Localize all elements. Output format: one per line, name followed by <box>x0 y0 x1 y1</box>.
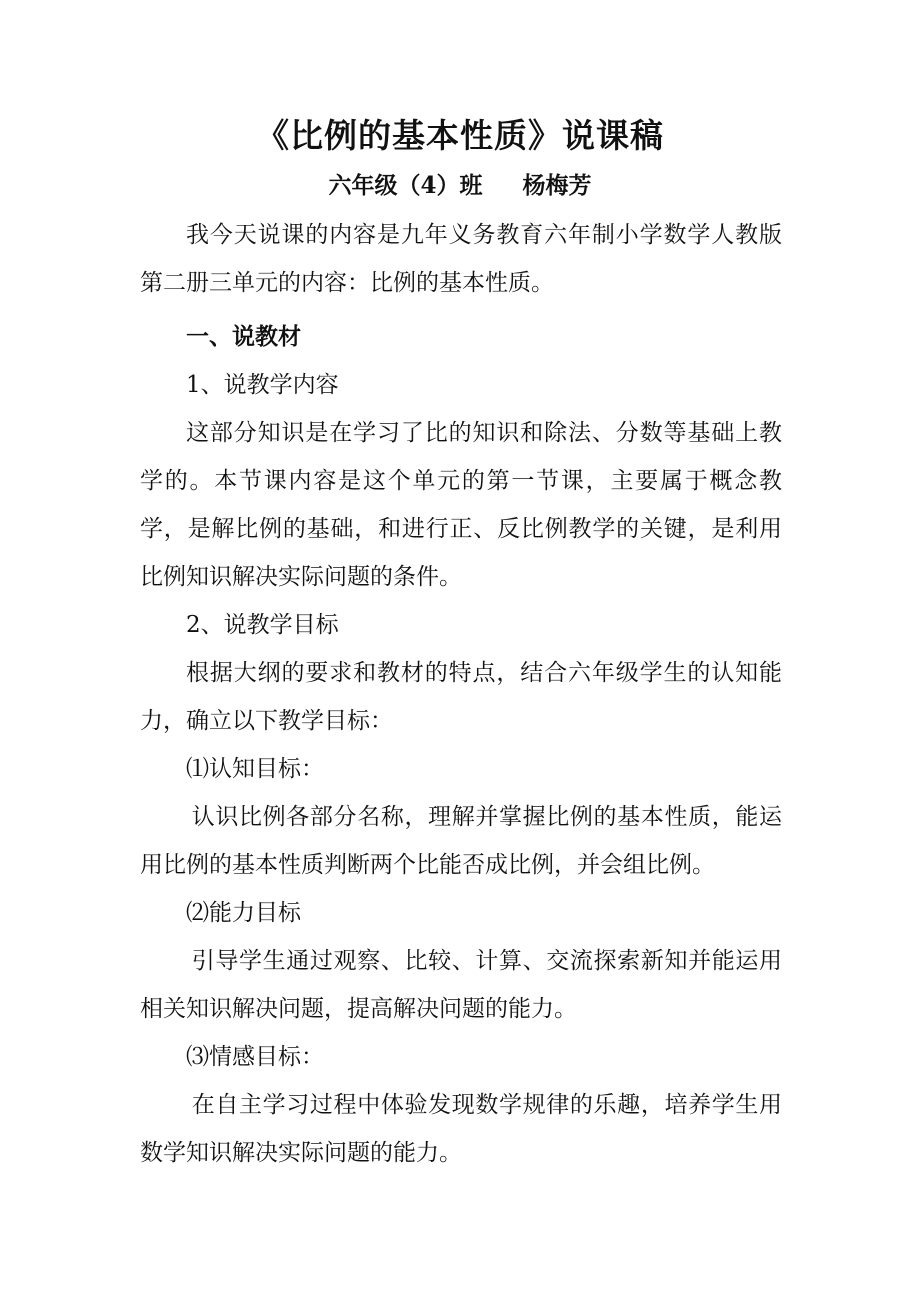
goal-emotion-text: 在自主学习过程中体验发现数学规律的乐趣，培养学生用数学知识解决实际问题的能力。 <box>140 1092 782 1166</box>
subheading-teaching-goals: 2、说教学目标 <box>186 612 339 638</box>
intro-paragraph: 我今天说课的内容是九年义务教育六年制小学数学人教版第二册三单元的内容：比例的基本性质。 <box>140 222 782 296</box>
goal-cognitive-text: 认识比例各部分名称，理解并掌握比例的基本性质，能运用比例的基本性质判断两个比能否成比例，并会组比例。 <box>140 804 782 878</box>
document-title: 《比例的基本性质》说课稿 <box>256 116 664 155</box>
goal-ability-heading: ⑵能力目标 <box>186 900 301 926</box>
section-heading-teaching-material: 一、说教材 <box>186 323 301 350</box>
author-class: 六年级（4）班 <box>328 172 483 199</box>
document-body <box>140 211 782 1177</box>
author-name: 杨梅芳 <box>522 172 592 199</box>
subheading-teaching-content: 1、说教学内容 <box>186 372 339 398</box>
goal-cognitive-heading: ⑴认知目标： <box>186 756 324 782</box>
paragraph-teaching-content: 这部分知识是在学习了比的知识和除法、分数等基础上教学的。本节课内容是这个单元的第一节课，主要属于概念教学，是解比例的基础，和进行正、反比例教学的关键，是利用比例知识解决实际问题的条件。 <box>140 420 782 590</box>
author-line <box>0 166 920 206</box>
goal-emotion-heading: ⑶情感目标： <box>186 1044 324 1070</box>
goal-ability-text: 引导学生通过观察、比较、计算、交流探索新知并能运用相关知识解决问题，提高解决问题的能力。 <box>140 948 782 1022</box>
paragraph-teaching-goals: 根据大纲的要求和教材的特点，结合六年级学生的认知能力，确立以下教学目标： <box>140 660 782 734</box>
